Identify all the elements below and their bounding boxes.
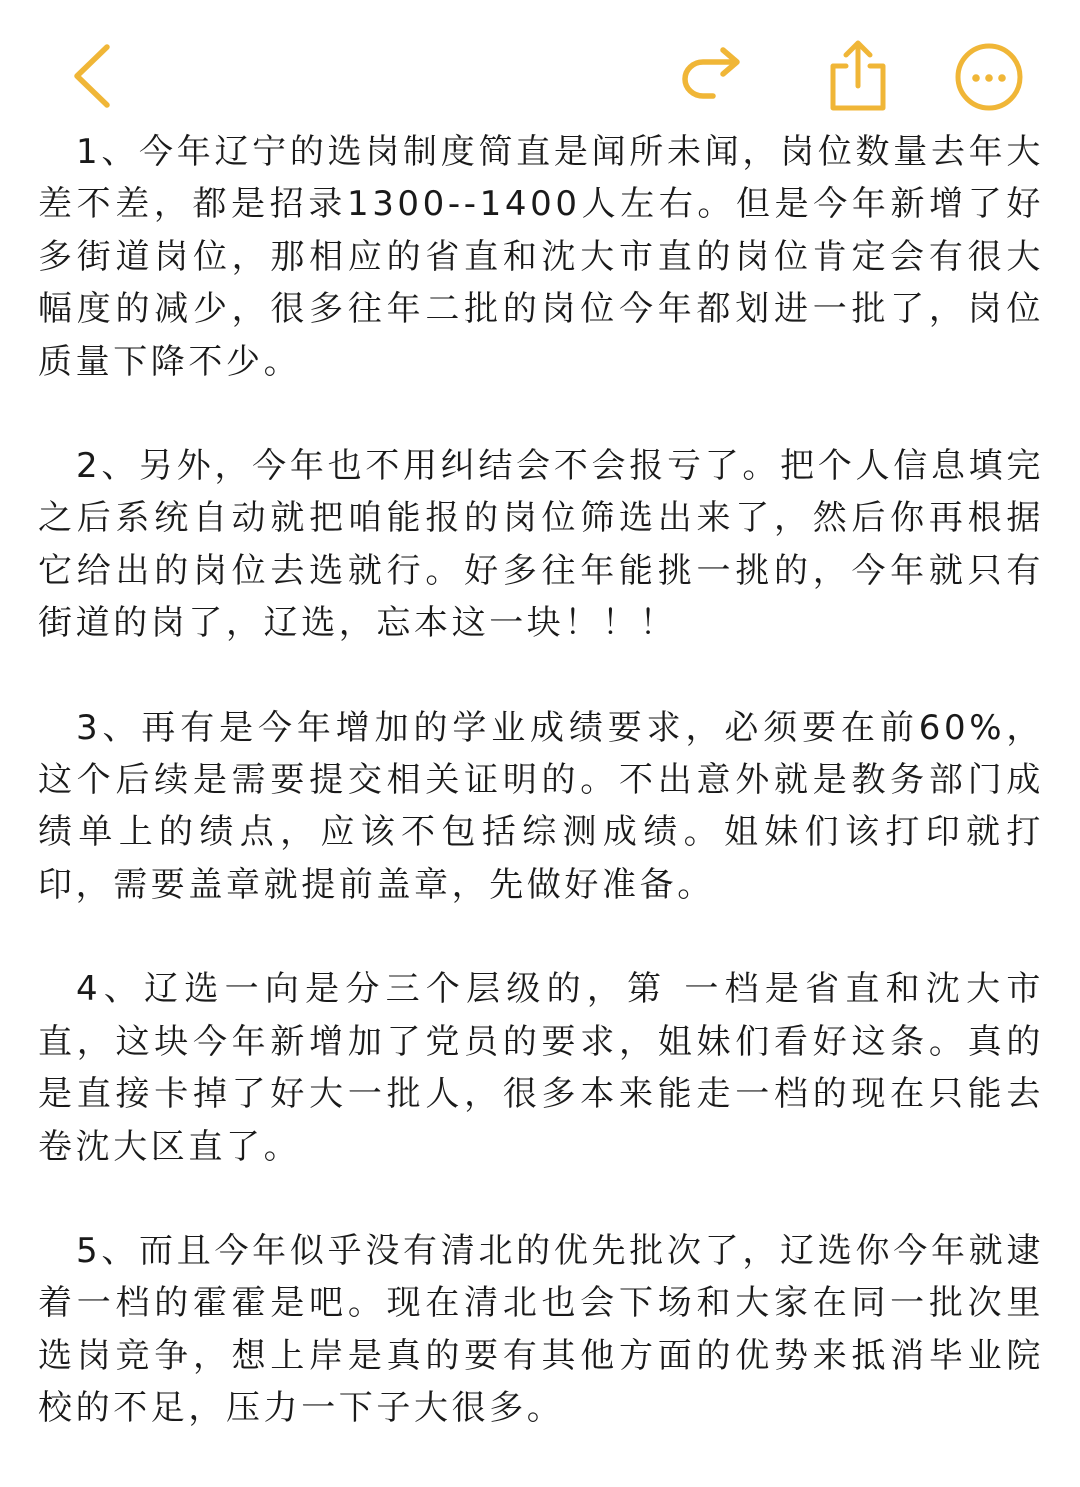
paragraph-5: 5、而且今年似乎没有清北的优先批次了，辽选你今年就逮着一档的霍霍是吧。现在清北也会下场和大家在同一批次里选岗竞争，想上岸是真的要有其他方面的优势来抵消毕业院校的不足，压力一下子大很多。 [38,1230,1044,1429]
back-button[interactable] [56,36,126,116]
paragraph-2: 2、另外，今年也不用纠结会不会报亏了。把个人信息填完之后系统自动就把咱能报的岗位筛选出来了，然后你再根据它给出的岗位去选就行。好多往年能挑一挑的，今年就只有街道的岗了，辽选，忘本这一块！！！ [38,446,1044,644]
share-icon [827,38,889,114]
paragraph-4: 4、辽选一向是分三个层级的，第 一档是省直和沈大市直，这块今年新增加了党员的要求，姐妹们看好这条。真的是直接卡掉了好大一批人，很多本来能走一档的现在只能去卷沈大区直了。 [38,969,1044,1167]
paragraph-3: 3、再有是今年增加的学业成绩要求，必须要在前60%，这个后续是需要提交相关证明的。不出意外就是教务部门成绩单上的绩点，应该不包括综测成绩。姐妹们该打印就打印，需要盖章就提前盖章，先做好准备。 [38,707,1044,905]
share-button[interactable] [820,34,896,118]
more-button[interactable] [948,36,1030,118]
more-icon [953,41,1025,113]
top-toolbar [0,0,1080,130]
back-arrow-icon [67,41,115,111]
forward-arrow-icon [677,44,747,108]
article-body [38,126,1044,1487]
paragraph-1: 1、今年辽宁的选岗制度简直是闻所未闻，岗位数量去年大差不差，都是招录1300--1400人左右。但是今年新增了好多街道岗位，那相应的省直和沈大市直的岗位肯定会有很大幅度的减少，很多往年二批的岗位今年都划进一批了，岗位质量下降不少。 [38,132,1044,382]
forward-button[interactable] [672,36,752,116]
